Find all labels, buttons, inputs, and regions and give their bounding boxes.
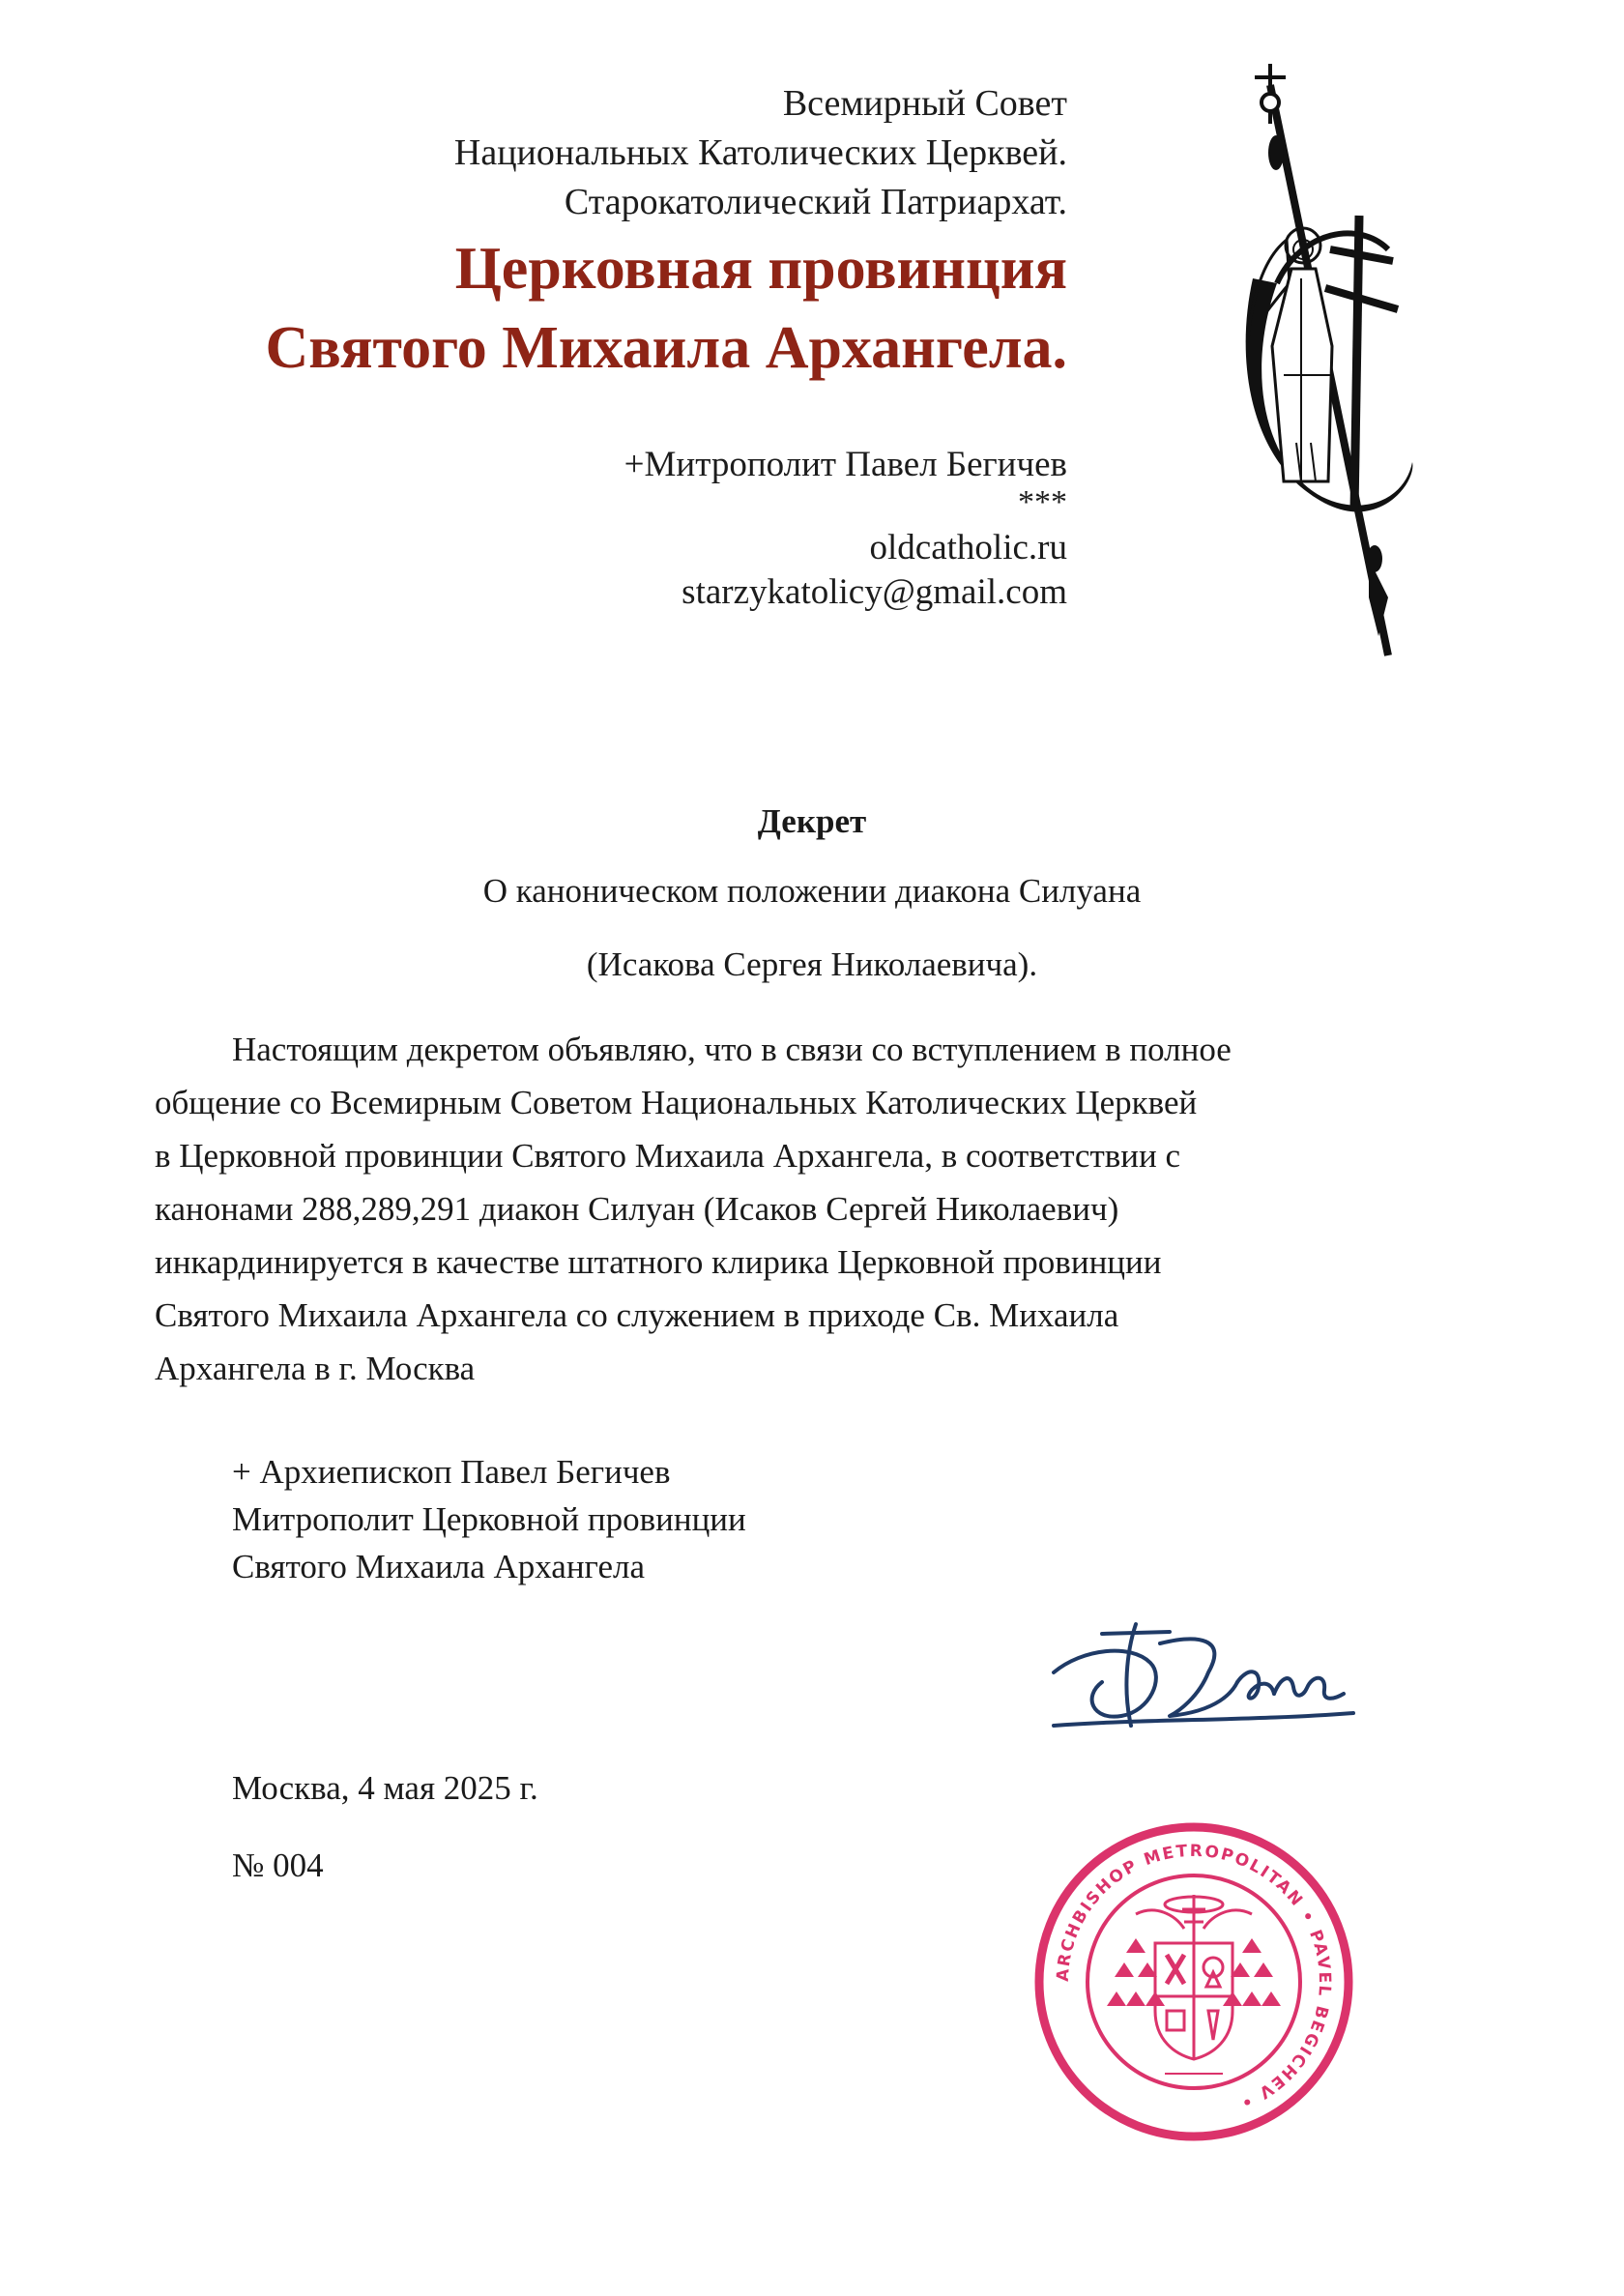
place-and-date: Москва, 4 мая 2025 г. bbox=[232, 1769, 538, 1807]
province-title-line-1: Церковная провинция bbox=[454, 236, 1067, 302]
letterhead-header bbox=[266, 79, 1067, 388]
signatory-line-1: + Архиепископ Павел Бегичев bbox=[232, 1453, 671, 1491]
archangel-michael-emblem-icon bbox=[1195, 56, 1417, 665]
province-title-line-2: Святого Михаила Архангела. bbox=[265, 315, 1067, 381]
email-link[interactable]: starzykatolicy@gmail.com bbox=[682, 572, 1067, 612]
decree-subject-line-1: О каноническом положении диакона Силуана bbox=[482, 872, 1142, 910]
org-line-2: Национальных Католических Церквей. bbox=[453, 132, 1067, 173]
contact-separator: *** bbox=[1018, 484, 1067, 520]
decree-body bbox=[155, 1023, 1469, 1395]
body-line: инкардинируется в качестве штатного клирика Церковной провинции bbox=[155, 1243, 1162, 1281]
decree-title: Декрет bbox=[757, 802, 867, 840]
website-link[interactable]: oldcatholic.ru bbox=[869, 528, 1067, 567]
signatory-line-2: Митрополит Церковной провинции bbox=[232, 1500, 746, 1538]
body-line: канонами 288,289,291 диакон Силуан (Исаков Сергей Николаевич) bbox=[155, 1190, 1119, 1228]
handwritten-signature bbox=[1044, 1605, 1363, 1740]
decree-subject-line-2: (Исакова Сергея Николаевича). bbox=[586, 945, 1038, 983]
seal-ring-text: ARCHBISHOP METROPOLITAN • PAVEL BEGICHEV • bbox=[1053, 1841, 1335, 2113]
body-line: в Церковной провинции Святого Михаила Архангела, в соответствии с bbox=[155, 1137, 1181, 1175]
org-line-1: Всемирный Совет bbox=[782, 83, 1067, 124]
body-line: Настоящим декретом объявляю, что в связи со вступлением в полное bbox=[232, 1031, 1232, 1068]
metropolitan-name: +Митрополит Павел Бегичев bbox=[624, 445, 1067, 484]
signatory-block bbox=[232, 1448, 746, 1590]
body-line: общение со Всемирным Советом Национальных Католических Церквей bbox=[155, 1084, 1198, 1121]
signatory-line-3: Святого Михаила Архангела bbox=[232, 1548, 645, 1585]
document-number: № 004 bbox=[232, 1846, 324, 1884]
official-seal-stamp bbox=[1030, 1817, 1358, 2146]
contact-block bbox=[624, 443, 1067, 615]
org-line-3: Старокатолический Патриархат. bbox=[564, 182, 1067, 222]
body-line: Святого Михаила Архангела со служением в приходе Св. Михаила bbox=[155, 1296, 1119, 1334]
body-line: Архангела в г. Москва bbox=[155, 1350, 476, 1387]
